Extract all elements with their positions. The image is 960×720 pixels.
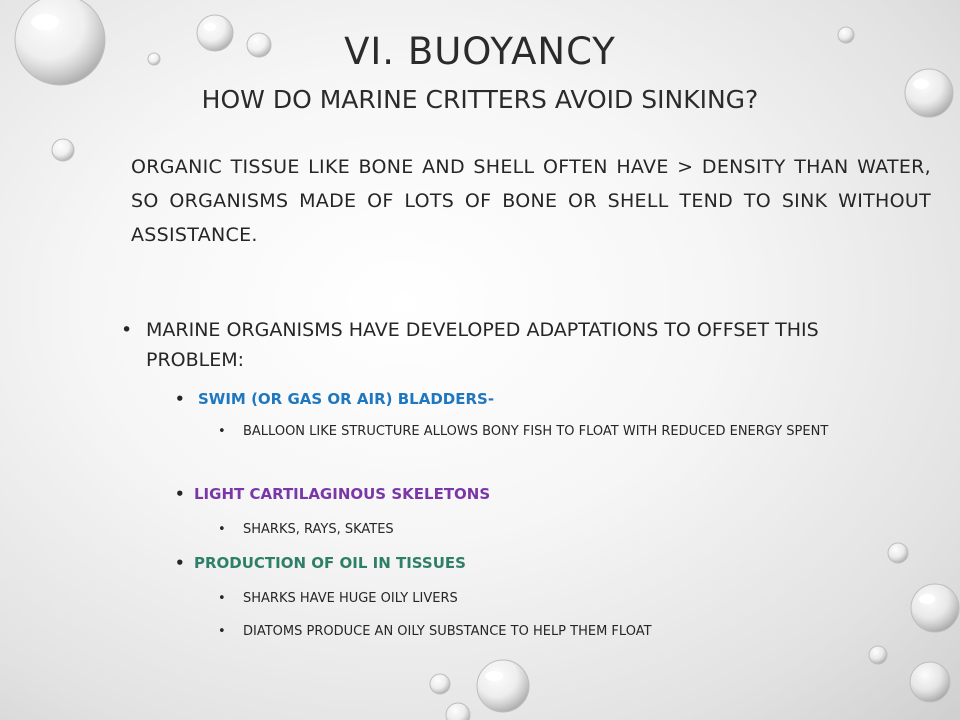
bullet-icon: • [218,424,226,439]
water-drop-icon [910,662,950,702]
adaptation-detail: SHARKS, RAYS, SKATES [243,522,394,537]
adaptation-label: SWIM (OR GAS OR AIR) BLADDERS- [198,390,495,408]
adaptation-label: LIGHT CARTILAGINOUS SKELETONS [194,485,491,503]
slide-title: VI. BUOYANCY [344,30,616,73]
slide-subtitle: HOW DO MARINE CRITTERS AVOID SINKING? [201,85,759,114]
water-drop-icon [911,584,959,632]
bullet-icon: • [175,390,185,408]
adaptation-detail: SHARKS HAVE HUGE OILY LIVERS [243,591,458,606]
water-drop-icon [446,703,470,720]
water-drop-icon [52,139,74,161]
adaptation-label: PRODUCTION OF OIL IN TISSUES [194,554,466,572]
intro-paragraph: ORGANIC TISSUE LIKE BONE AND SHELL OFTEN HAVE > DENSITY THAN WATER, SO ORGANISMS MADE OF LOTS OF BONE OR SHELL TEND TO SINK WITHOUT ASSISTANCE. [131,156,931,246]
adaptation-detail: DIATOMS PRODUCE AN OILY SUBSTANCE TO HELP THEM FLOAT [243,624,652,639]
adaptation-detail: BALLOON LIKE STRUCTURE ALLOWS BONY FISH TO FLOAT WITH REDUCED ENERGY SPENT [243,424,829,439]
water-drop-icon [430,674,450,694]
main-bullet-text: MARINE ORGANISMS HAVE DEVELOPED ADAPTATIONS TO OFFSET THIS PROBLEM: [146,319,819,371]
bullet-icon: • [218,624,226,639]
bullet-icon: • [121,319,133,341]
water-drop-icon [869,646,887,664]
water-drop-icon [888,543,908,563]
bullet-icon: • [218,522,226,537]
water-drop-icon [477,660,529,712]
bullet-icon: • [175,554,185,572]
bullet-icon: • [218,591,226,606]
bullet-icon: • [175,485,185,503]
